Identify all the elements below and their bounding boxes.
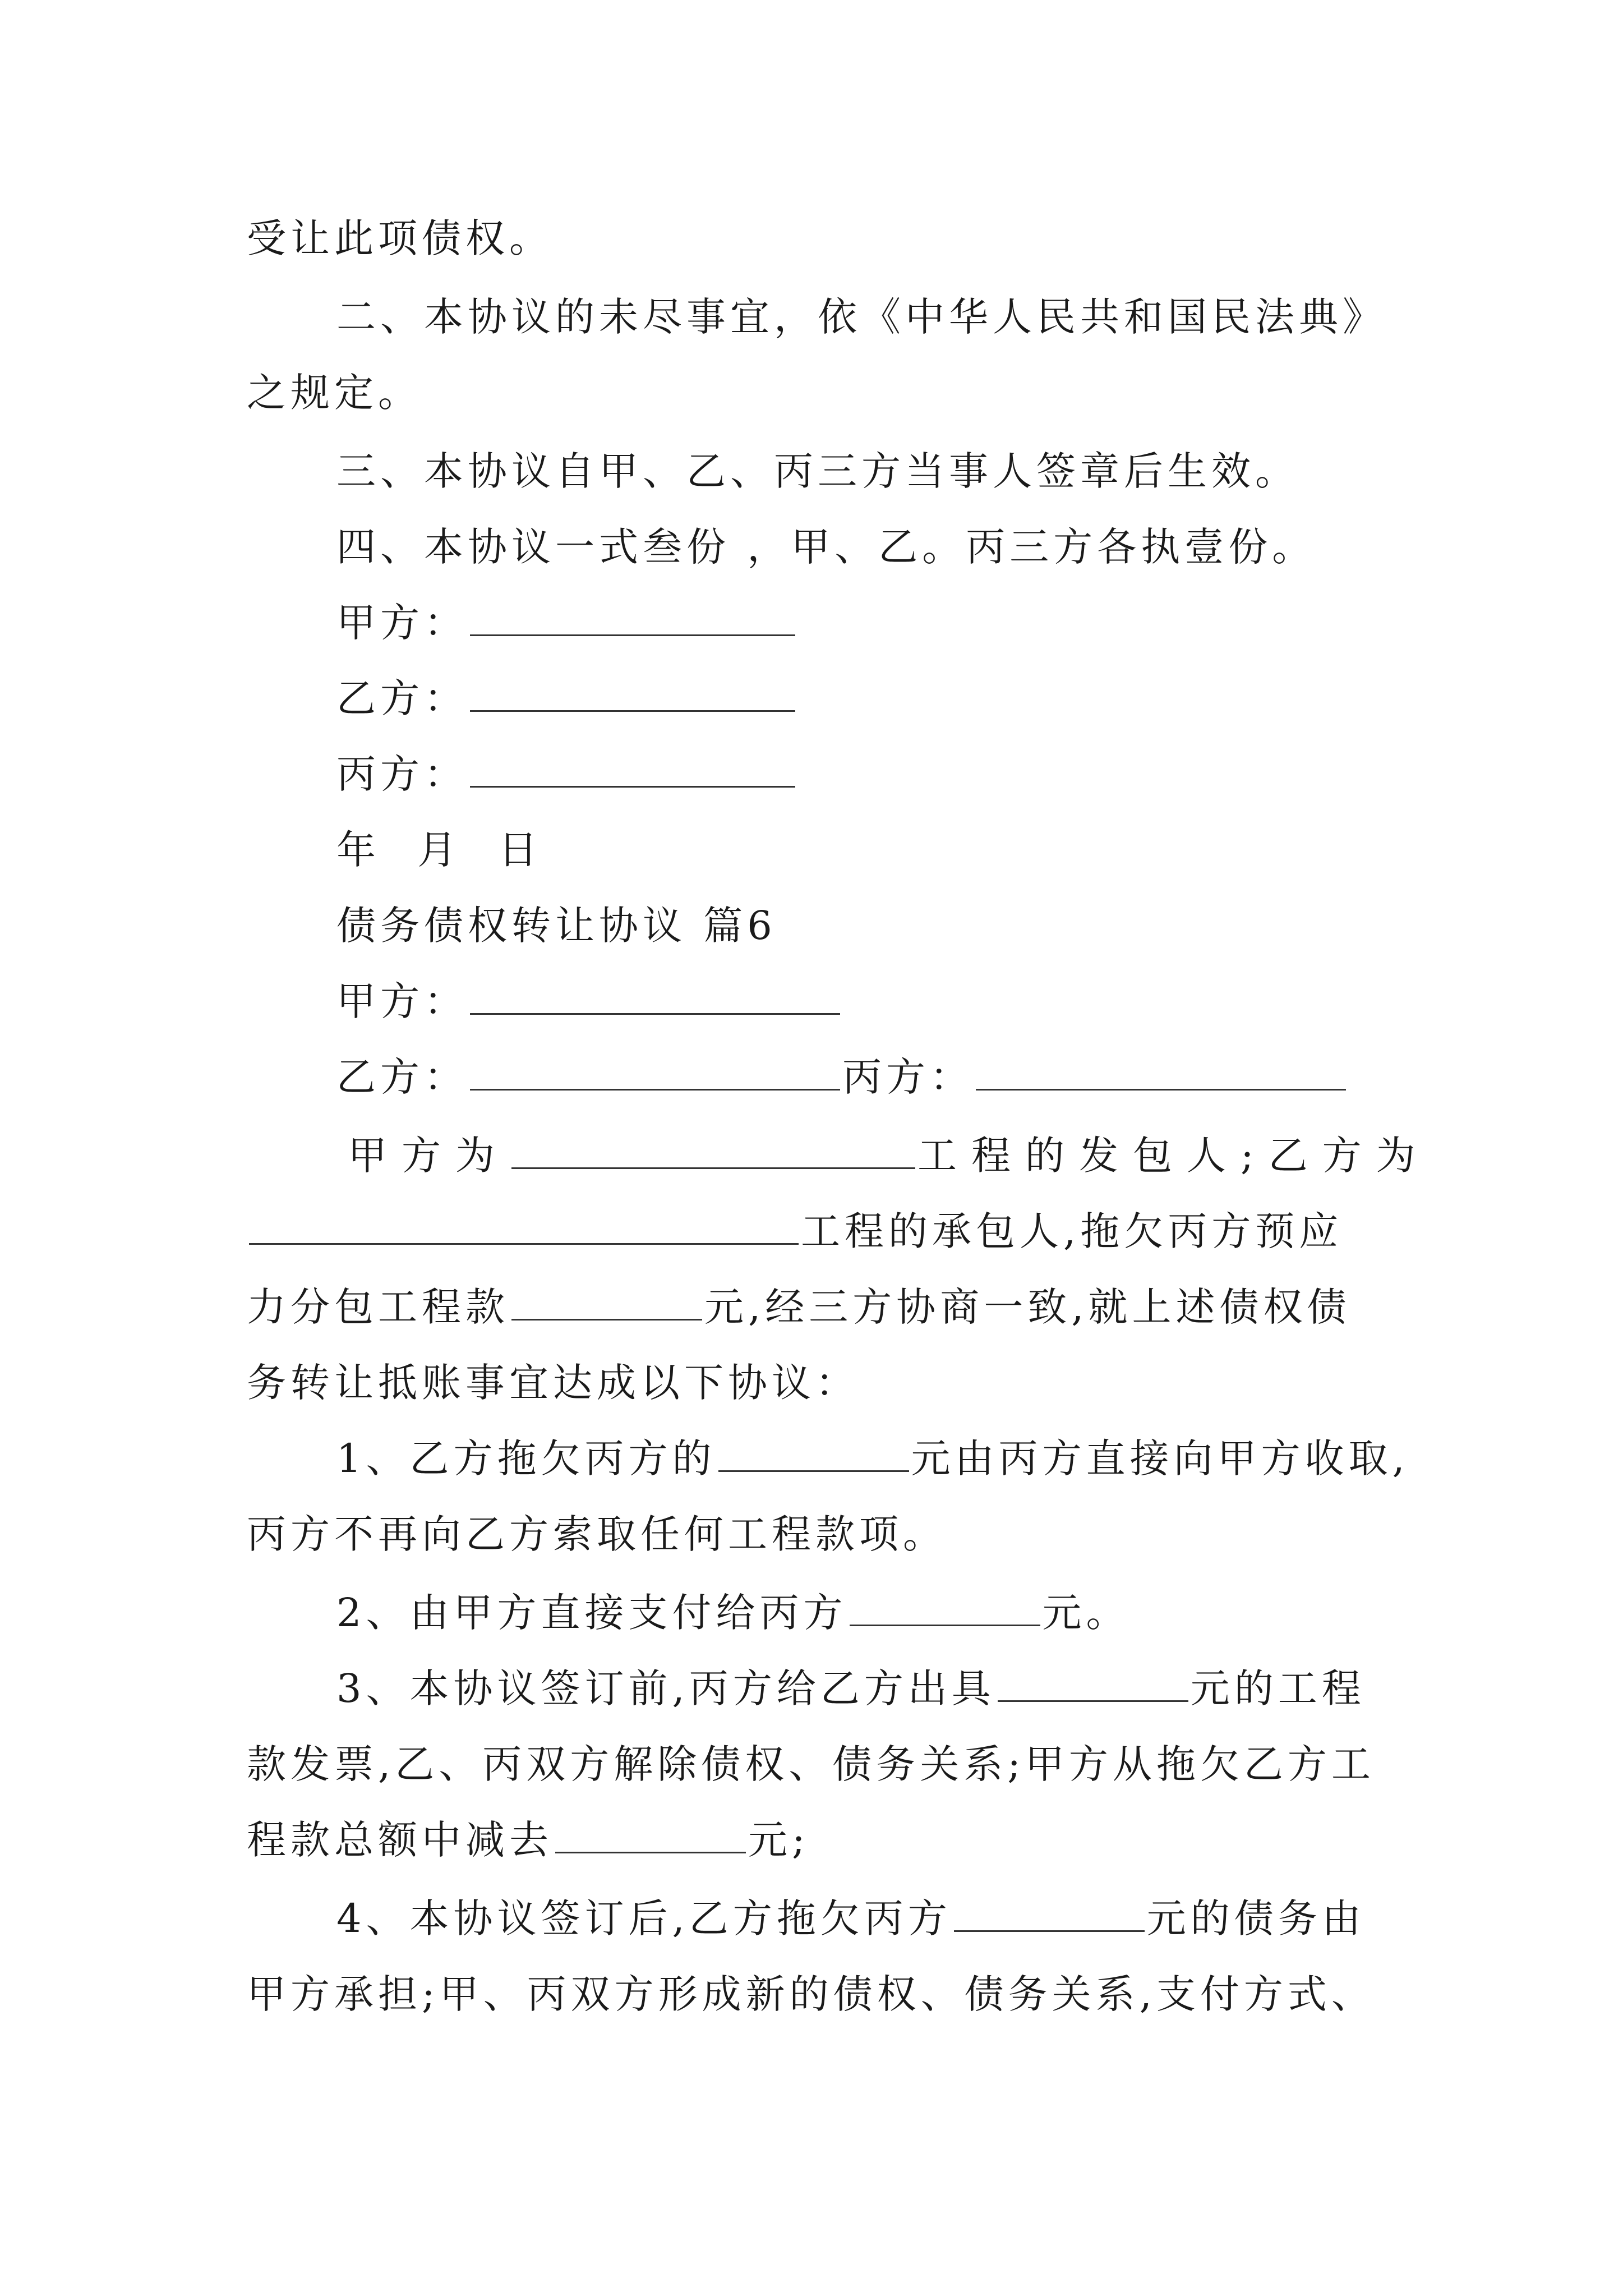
project-name-blank bbox=[511, 1133, 915, 1169]
text-line bbox=[336, 1588, 1503, 1638]
signature-line-party-c bbox=[336, 749, 1503, 799]
text-segment: 1、乙方拖欠丙方的 bbox=[336, 1435, 716, 1481]
amount-blank bbox=[555, 1817, 746, 1853]
party-c-blank bbox=[470, 751, 795, 788]
text-line: 二、本协议的未尽事宜，依《中华人民共和国民法典》 bbox=[336, 294, 1386, 340]
party-b-label: 乙方： bbox=[336, 675, 468, 721]
text-line: 甲方承担;甲、丙双方形成新的债权、债务关系,支付方式、 bbox=[247, 1971, 1375, 2017]
text-line bbox=[336, 1663, 1503, 1714]
amount-blank bbox=[998, 1665, 1188, 1702]
text-line bbox=[348, 1130, 1514, 1181]
amount-blank bbox=[718, 1435, 909, 1472]
text-segment: 4、本协议签订后,乙方拖欠丙方 bbox=[336, 1895, 952, 1941]
party-a-label: 甲方： bbox=[336, 600, 468, 646]
amount-blank bbox=[850, 1590, 1040, 1626]
text-segment: 元。 bbox=[1042, 1590, 1130, 1636]
signature-line-parties-b-c bbox=[336, 1052, 1503, 1102]
text-segment: 力分包工程款 bbox=[247, 1284, 509, 1330]
text-line bbox=[247, 1206, 1413, 1257]
project-name-blank bbox=[249, 1208, 799, 1245]
party-b-blank bbox=[470, 675, 795, 712]
party-a-blank bbox=[470, 600, 795, 636]
text-line bbox=[336, 1433, 1503, 1484]
text-line: 三、本协议自甲、乙、丙三方当事人签章后生效。 bbox=[336, 448, 1299, 494]
section-heading: 债务债权转让协议 篇6 bbox=[336, 903, 777, 949]
text-line bbox=[247, 1815, 1413, 1865]
party-a-blank bbox=[470, 978, 840, 1015]
text-segment: 元的债务由 bbox=[1146, 1895, 1366, 1941]
signature-line-party-b bbox=[336, 673, 1503, 724]
text-line: 四、本协议一式叁份 ，甲、乙。丙三方各执壹份。 bbox=[336, 524, 1316, 570]
text-line bbox=[247, 1282, 1413, 1332]
party-b-label: 乙方： bbox=[336, 1054, 468, 1100]
party-c-label: 丙方： bbox=[842, 1054, 974, 1100]
text-segment: 元; bbox=[748, 1817, 810, 1863]
text-segment: 3、本协议签订前,丙方给乙方出具 bbox=[336, 1665, 995, 1711]
date-line: 年 月 日 bbox=[336, 827, 552, 873]
party-a-label: 甲方： bbox=[336, 978, 468, 1024]
amount-blank bbox=[511, 1284, 702, 1320]
text-segment: 元的工程 bbox=[1190, 1665, 1366, 1711]
signature-line-party-a bbox=[336, 976, 1503, 1027]
signature-line-party-a bbox=[336, 597, 1503, 648]
text-segment: 程款总额中减去 bbox=[247, 1817, 553, 1863]
text-line: 务转让抵账事宜达成以下协议： bbox=[247, 1360, 859, 1406]
party-b-blank bbox=[470, 1054, 840, 1091]
text-segment: 元由丙方直接向甲方收取, bbox=[911, 1435, 1409, 1481]
amount-blank bbox=[954, 1895, 1145, 1932]
text-segment: 2、由甲方直接支付给丙方 bbox=[336, 1590, 847, 1636]
party-c-label: 丙方： bbox=[336, 751, 468, 797]
text-segment: 工程的发包人;乙方为 bbox=[917, 1133, 1430, 1179]
text-segment: 元,经三方协商一致,就上述债权债 bbox=[704, 1284, 1351, 1330]
text-line: 之规定。 bbox=[247, 370, 422, 416]
text-line: 受让此项债权。 bbox=[247, 215, 553, 261]
party-c-blank bbox=[976, 1054, 1346, 1091]
text-line: 款发票,乙、丙双方解除债权、债务关系;甲方从拖欠乙方工 bbox=[247, 1741, 1375, 1787]
text-segment: 工程的承包人,拖欠丙方预应 bbox=[801, 1208, 1343, 1254]
text-segment: 甲方为 bbox=[348, 1133, 509, 1179]
text-line bbox=[336, 1893, 1503, 1944]
text-line: 丙方不再向乙方索取任何工程款项。 bbox=[247, 1511, 947, 1557]
